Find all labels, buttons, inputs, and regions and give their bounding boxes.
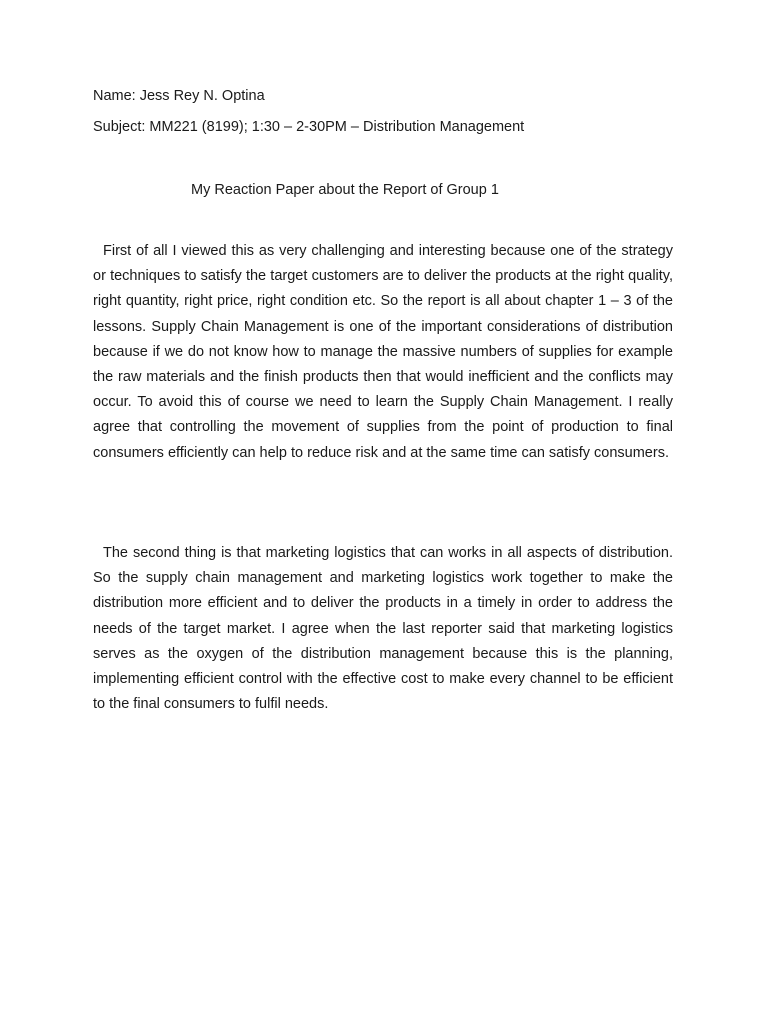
- author-name: Name: Jess Rey N. Optina: [93, 88, 265, 104]
- subject-line: Subject: MM221 (8199); 1:30 – 2-30PM – Distribution Management: [93, 119, 525, 135]
- body-paragraph-1: First of all I viewed this as very challenging and interesting because one of the strategy or techniques to satisfy the target customers are to deliver the products at the right quality, right quantity, right price, right condition etc. So the report is all about chapter 1 – 3 of the lessons. Supply Chain Management is one of the important considerations of distribution because if we do not know how to manage the massive numbers of supplies for example the raw materials and the finish products then that would inefficient and the conflicts may occur. To avoid this of course we need to learn the Supply Chain Management. I really agree that controlling the movement of supplies from the point of production to final consumers efficiently can help to reduce risk and at the same time can satisfy consumers.: [93, 243, 673, 461]
- paper-title: My Reaction Paper about the Report of Group 1: [191, 182, 499, 198]
- body-paragraph-2: The second thing is that marketing logistics that can works in all aspects of distribution. So the supply chain management and marketing logistics work together to make the distribution more efficient and to deliver the products in a timely in order to address the needs of the target market. I agree when the last reporter said that marketing logistics serves as the oxygen of the distribution management because this is the planning, implementing efficient control with the effective cost to make every channel to be efficient to the final consumers to fulfil needs.: [93, 545, 673, 713]
